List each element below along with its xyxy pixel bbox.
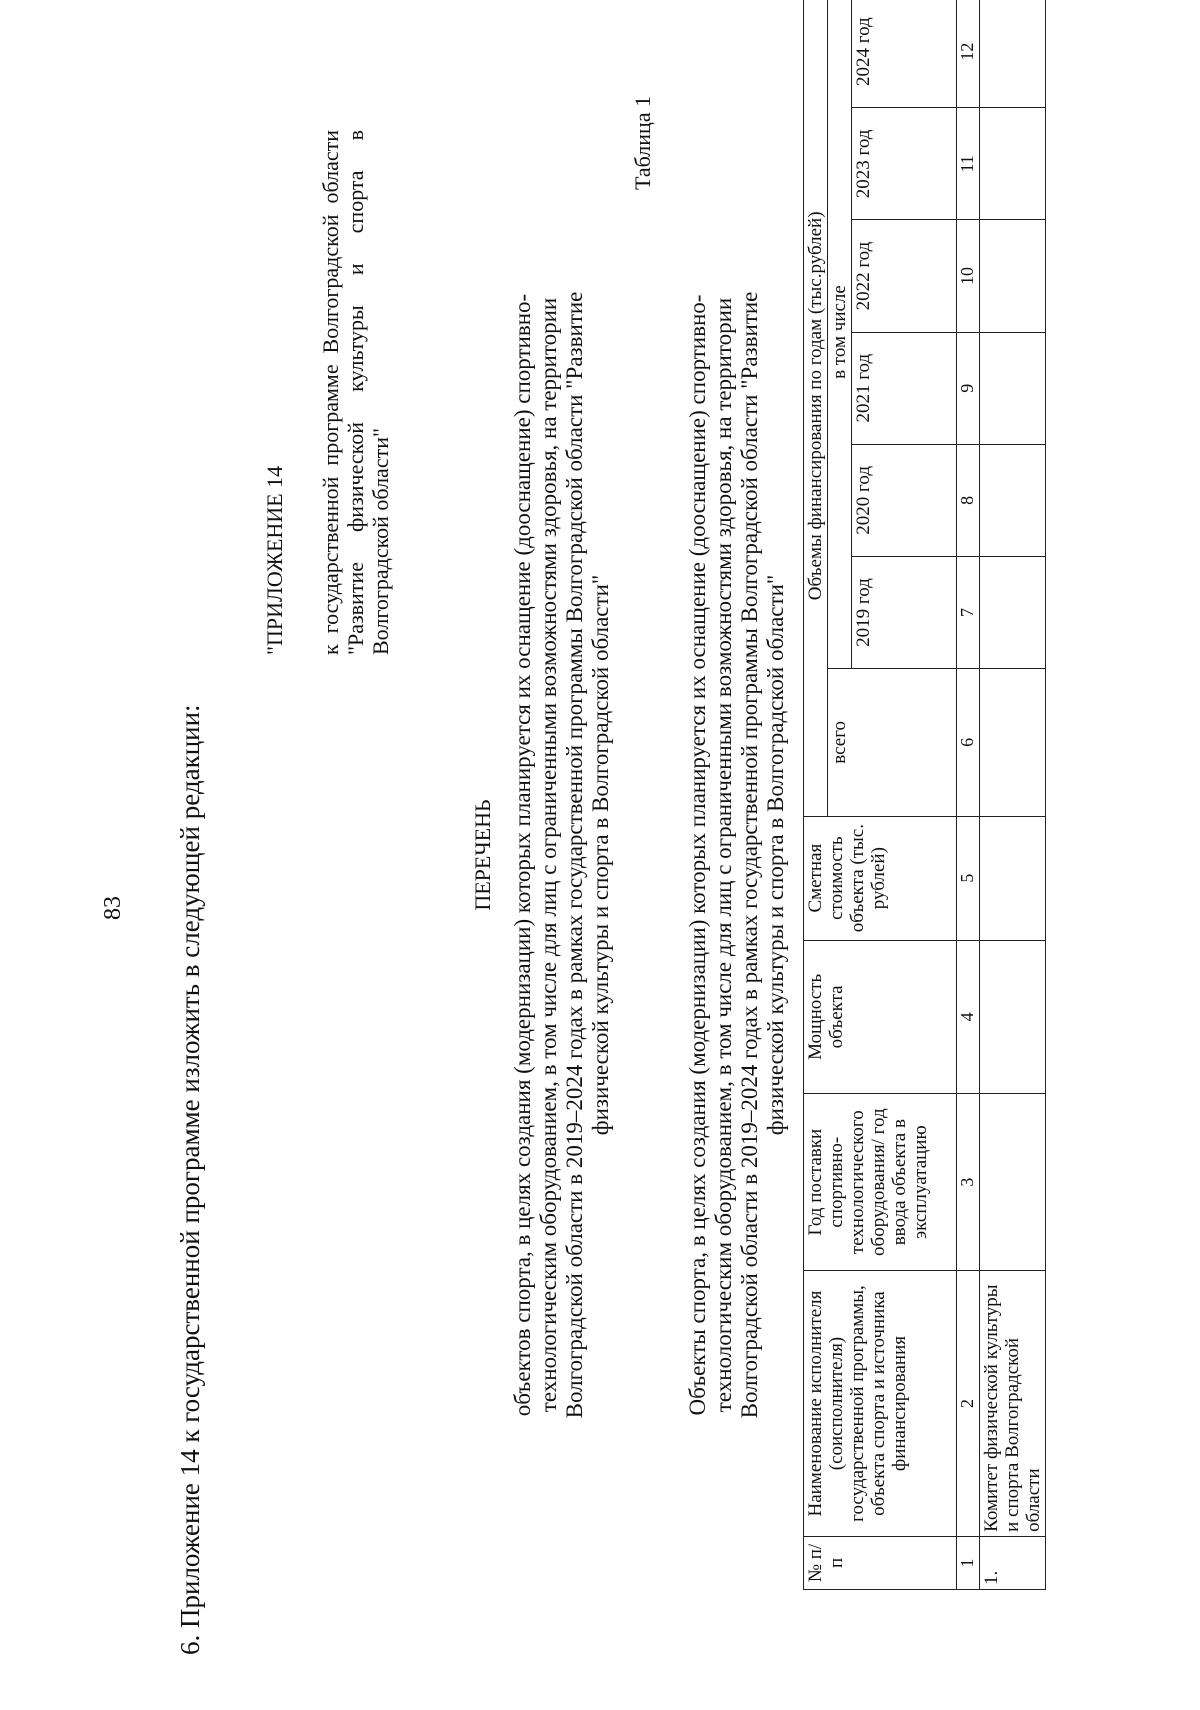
header-year-2024: 2024 год [852,0,957,108]
column-number: 9 [957,332,980,444]
appendix-reference: к государственной программе Волгоградской области "Развитие физической культуры и спорта в Волгоградской области" [318,130,393,655]
row-2024 [980,0,1046,108]
column-number: 1 [957,1536,980,1589]
row-capacity [980,940,1046,1093]
page-number: 83 [100,896,126,920]
column-number: 8 [957,444,980,556]
row-2021 [980,332,1046,444]
header-year-2020: 2020 год [852,444,957,556]
table-title: Объекты спорта, в целях создания (модернизации) которых планируется их оснащение (дооснащение) спортивно-технологическим оборудованием, в том числе для лиц с ограниченными возможностями здоровья, на территории Волгоградской области в 2019–2024 годах в рамках государственной программы Волгоградской области "Развитие физической культуры и спорта в Волгоградской области" [685,291,788,1419]
header-total: всего [828,669,957,817]
header-year-2021: 2021 год [852,332,957,444]
list-description: объектов спорта, в целях создания (модернизации) которых планируется их оснащение (дооснащение) спортивно-технологическим оборудованием, в том числе для лиц с ограниченными возможностями здоровья, на территории Волгоградской области в 2019–2024 годах в рамках государственной программы Волгоградской области "Развитие физической культуры и спорта в Волгоградской области" [510,291,613,1419]
header-name: Наименование исполнителя (соисполнителя) государственной программы, объекта спорта и источника финансирования [804,1271,957,1537]
column-number: 12 [957,0,980,108]
header-num: № п/п [804,1536,957,1589]
column-number: 5 [957,816,980,940]
column-number: 2 [957,1271,980,1537]
column-number: 10 [957,220,980,332]
objects-table [803,0,1046,1590]
row-2022 [980,220,1046,332]
column-numbers-row [957,0,980,1590]
table-row [980,0,1046,1590]
row-cost [980,816,1046,940]
header-year-2022: 2022 год [852,220,957,332]
header-year-2019: 2019 год [852,556,957,668]
row-total [980,669,1046,817]
header-capacity: Мощность объекта [804,940,957,1093]
list-title: ПЕРЕЧЕНЬ [470,799,495,911]
column-number: 7 [957,556,980,668]
table-caption: Таблица 1 [630,95,655,190]
header-including: в том числе [828,0,852,669]
row-2023 [980,108,1046,220]
row-2019 [980,556,1046,668]
row-2020 [980,444,1046,556]
row-year [980,1094,1046,1271]
appendix-title: "ПРИЛОЖЕНИЕ 14 [262,465,287,655]
row-num: 1. [980,1536,1046,1589]
header-year-2023: 2023 год [852,108,957,220]
column-number: 3 [957,1094,980,1271]
header-cost: Сметная стоимость объекта (тыс. рублей) [804,816,957,940]
intro-text: 6. Приложение 14 к государственной программе изложить в следующей редакции: [175,704,205,1655]
row-name: Комитет физической культуры и спорта Волгоградской области [980,1271,1046,1537]
column-number: 6 [957,669,980,817]
header-funding: Объемы финансирования по годам (тыс.рублей) [804,0,828,816]
column-number: 11 [957,108,980,220]
header-year: Год поставки спортивно-технологического оборудования/ год ввода объекта в эксплуатацию [804,1094,957,1271]
column-number: 4 [957,940,980,1093]
